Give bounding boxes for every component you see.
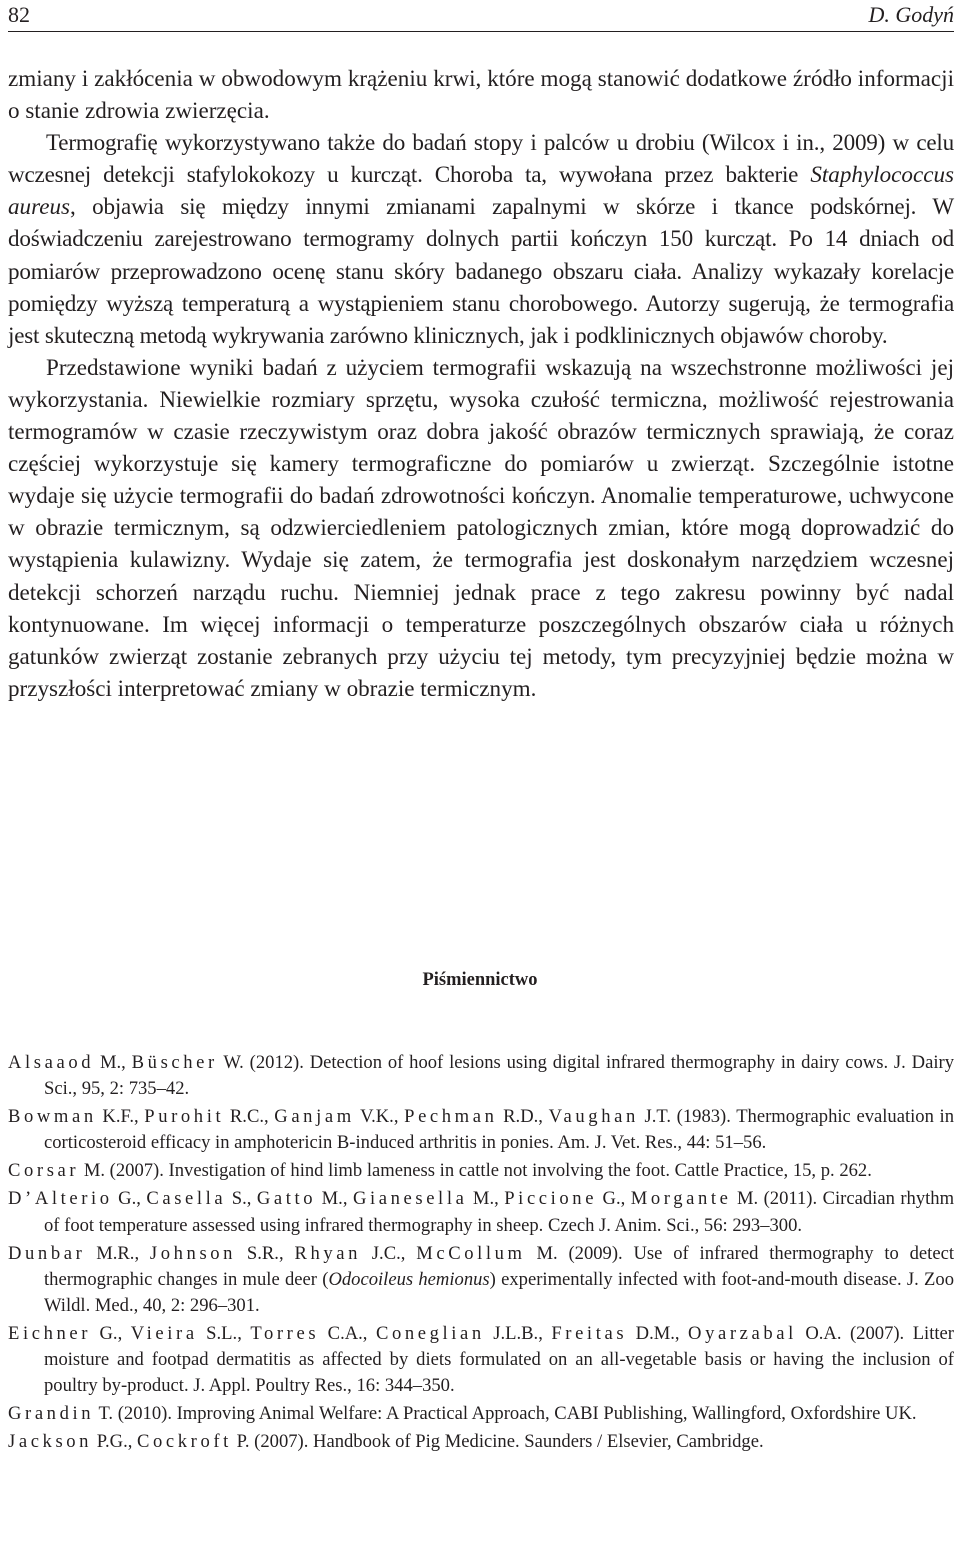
reference-author-separator: , xyxy=(117,1322,131,1344)
reference-author-initials: J.T. xyxy=(638,1106,672,1128)
reference-entry xyxy=(8,1429,954,1455)
paragraph-1: zmiany i zakłócenia w obwodowym krążeniu krwi, które mogą stanowić dodatkowe źródło informacji o stanie zdrowia zwierzęcia. xyxy=(8,65,954,124)
reference-entry xyxy=(8,1104,954,1156)
reference-text: (2007). Investigation of hind limb lameness in cattle not involving the foot. Cattle Practice, 15, p. 262. xyxy=(105,1160,872,1182)
reference-author-surname: Vaughan xyxy=(548,1106,639,1128)
reference-author-separator: , xyxy=(538,1106,549,1128)
reference-author-initials: S.L. xyxy=(197,1322,238,1344)
page-number: 82 xyxy=(8,2,30,27)
reference-entry xyxy=(8,1241,954,1319)
reference-author-surname: Casella xyxy=(146,1188,227,1210)
reference-author-initials: T. xyxy=(94,1403,114,1425)
running-head: D. Godyń xyxy=(868,2,954,27)
reference-author-surname: Ganjam xyxy=(274,1106,355,1128)
reference-entry xyxy=(8,1186,954,1238)
reference-author-separator: , xyxy=(246,1188,257,1210)
reference-author-initials: V.K. xyxy=(354,1106,394,1128)
reference-author-initials: K.F. xyxy=(96,1106,134,1128)
reference-author-separator: , xyxy=(362,1322,376,1344)
reference-author-surname: Freitas xyxy=(551,1322,628,1344)
reference-author-initials: J.C. xyxy=(360,1242,401,1264)
reference-author-initials: S.R. xyxy=(236,1242,279,1264)
reference-italic-text: Odocoileus hemionus xyxy=(328,1268,490,1290)
reference-text: (2009). Use of infrared thermography to detect thermographic changes in mule deer ( xyxy=(44,1242,955,1290)
reference-author-separator: , xyxy=(674,1322,689,1344)
reference-author-surname: Dunbar xyxy=(8,1242,86,1264)
reference-entry xyxy=(8,1321,954,1399)
reference-author-surname: D’Alterio xyxy=(8,1188,113,1210)
reference-author-separator: , xyxy=(400,1242,417,1264)
reference-author-surname: Pechman xyxy=(404,1106,498,1128)
reference-text: ) experimentally infected with foot-and-mouth disease. J. Zoo Wildl. Med., 40, 2: 296–301. xyxy=(44,1268,954,1316)
reference-author-initials: G. xyxy=(597,1188,621,1210)
reference-entry xyxy=(8,1401,954,1427)
reference-author-surname: Johnson xyxy=(149,1242,237,1264)
reference-author-surname: Piccione xyxy=(504,1188,598,1210)
reference-author-surname: Jackson xyxy=(8,1431,93,1453)
reference-author-initials: M. xyxy=(94,1052,122,1073)
reference-author-initials: W. xyxy=(217,1052,244,1073)
reference-author-surname: Cockroft xyxy=(137,1431,232,1453)
reference-author-surname: Grandin xyxy=(8,1403,95,1425)
reference-author-separator: , xyxy=(133,1106,145,1128)
reference-author-separator: , xyxy=(127,1431,138,1453)
reference-author-initials: M. xyxy=(731,1188,759,1210)
reference-author-surname: Gianesella xyxy=(352,1188,468,1210)
reference-author-initials: M. xyxy=(525,1242,558,1264)
reference-author-initials: M. xyxy=(467,1188,495,1210)
reference-author-initials: S. xyxy=(226,1188,247,1210)
reference-author-separator: , xyxy=(538,1322,552,1344)
species-name: Staphylococcus aureus xyxy=(8,161,954,220)
reference-entry xyxy=(8,1158,954,1184)
reference-text: (2012). Detection of hoof lesions using digital infrared thermography in dairy cows. J. Dairy Sci., 95, 2: 735–42. xyxy=(44,1052,954,1100)
page-header xyxy=(8,0,954,32)
reference-author-separator: , xyxy=(494,1188,505,1210)
paragraph-2-text-b: , objawia się między innymi zmianami zapalnymi w skórze i tkance podskórnej. W doświadczeniu zarejestrowano termogramy dolnych partii kończyn 150 kurcząt. Po 14 dniach od pomiarów przeprowadzono ocenę stanu skóry badanego obszaru ciała. Analizy wykazały korelacje pomiędzy wyższą temperaturą a wystąpieniem stanu chorobowego. Autorzy sugerują, że termografia jest skuteczną metodą wykrywania zarówno klinicznych, jak i podklinicznych objawów choroby. xyxy=(8,193,954,348)
reference-text: (2011). Circadian rhythm of foot temperature assessed using infrared thermography in sheep. Czech J. Anim. Sci., 56: 293–300. xyxy=(44,1188,955,1236)
reference-text: (2007). Litter moisture and footpad dermatitis as affected by diets formulated on an all-vegetable basis or having the inclusion of poultry by-product. J. Appl. Poultry Res., 16: 344–350. xyxy=(44,1322,955,1397)
reference-author-separator: , xyxy=(278,1242,295,1264)
reference-author-separator: , xyxy=(134,1242,150,1264)
reference-author-initials: R.C. xyxy=(224,1106,264,1128)
reference-author-surname: Corsar xyxy=(8,1160,80,1182)
reference-list xyxy=(8,1050,954,1457)
reference-author-surname: Bowman xyxy=(8,1106,97,1128)
reference-text: (2007). Handbook of Pig Medicine. Saunders / Elsevier, Cambridge. xyxy=(249,1431,764,1453)
reference-author-separator: , xyxy=(121,1052,132,1073)
reference-author-initials: J.L.B. xyxy=(484,1322,539,1344)
reference-author-separator: , xyxy=(342,1188,353,1210)
paragraph-2 xyxy=(8,126,954,351)
reference-author-surname: Gatto xyxy=(256,1188,317,1210)
reference-author-initials: D.M. xyxy=(627,1322,675,1344)
reference-author-initials: G. xyxy=(112,1188,137,1210)
reference-author-surname: Torres xyxy=(250,1322,320,1344)
reference-author-surname: Büscher xyxy=(131,1052,218,1073)
reference-author-surname: Morgante xyxy=(630,1188,732,1210)
reference-author-surname: Oyarzabal xyxy=(688,1322,797,1344)
reference-author-surname: Purohit xyxy=(144,1106,225,1128)
reference-author-separator: , xyxy=(237,1322,251,1344)
reference-author-initials: M.R. xyxy=(85,1242,135,1264)
reference-author-initials: R.D. xyxy=(497,1106,539,1128)
reference-author-separator: , xyxy=(620,1188,631,1210)
reference-author-surname: Coneglian xyxy=(375,1322,485,1344)
reference-author-initials: P.G. xyxy=(92,1431,128,1453)
reference-author-separator: , xyxy=(264,1106,275,1128)
reference-author-initials: O.A. xyxy=(796,1322,842,1344)
reference-author-surname: McCollum xyxy=(416,1242,526,1264)
body-text xyxy=(8,62,954,704)
reference-author-surname: Eichner xyxy=(8,1322,92,1344)
reference-author-surname: Rhyan xyxy=(294,1242,361,1264)
reference-author-initials: M. xyxy=(79,1160,106,1182)
reference-author-initials: M. xyxy=(316,1188,343,1210)
reference-author-surname: Alsaaod xyxy=(8,1052,95,1073)
reference-author-surname: Vieira xyxy=(130,1322,198,1344)
reference-author-initials: P. xyxy=(231,1431,250,1453)
reference-text: (2010). Improving Animal Welfare: A Practical Approach, CABI Publishing, Wallingford, Oxfordshire UK. xyxy=(113,1403,917,1425)
reference-author-initials: C.A. xyxy=(319,1322,363,1344)
references-heading: Piśmiennictwo xyxy=(422,970,538,990)
paragraph-2-text-a: Termografię wykorzystywano także do badań stopy i palców u drobiu (Wilcox i in., 2009) w celu wczesnej detekcji stafylokokozy u kurcząt. Choroba ta, wywołana przez bakterie xyxy=(8,129,954,188)
reference-author-separator: , xyxy=(393,1106,405,1128)
reference-author-separator: , xyxy=(136,1188,147,1210)
reference-text: (1983). Thermographic evaluation in corticosteroid efficacy in amphotericin B-induced arthritis in ponies. Am. J. Vet. Res., 44: 51–56. xyxy=(44,1106,955,1154)
paragraph-3: Przedstawione wyniki badań z użyciem termografii wskazują na wszechstronne możliwości jej wykorzystania. Niewielkie rozmiary sprzętu, wysoka czułość termiczna, możliwość rejestrowania termogramów w czasie rzeczywistym oraz dobra jakość obrazów termicznych sprawiają, że coraz częściej wykorzystuje się kamery termograficzne do pomiarów u zwierząt. Szczególnie istotne wydaje się użycie termografii do badań zdrowotności kończyn. Anomalie temperaturowe, uchwycone w obrazie termicznym, są odzwierciedleniem patologicznych zmian, które mogą doprowadzić do wystąpienia kulawizny. Wydaje się zatem, że termografia jest doskonałym narzędziem wczesnej detekcji schorzeń narządu ruchu. Niemniej jednak prace z tego zakresu powinny być nadal kontynuowane. Im więcej informacji o temperaturze poszczególnych obszarów ciała u różnych gatunków zwierząt zostanie zebranych przy użyciu tej metody, tym precyzyjniej będzie można w przyszłości interpretować zmiany w obrazie termicznym. xyxy=(8,353,954,701)
reference-entry xyxy=(8,1050,954,1102)
reference-author-initials: G. xyxy=(91,1322,118,1344)
